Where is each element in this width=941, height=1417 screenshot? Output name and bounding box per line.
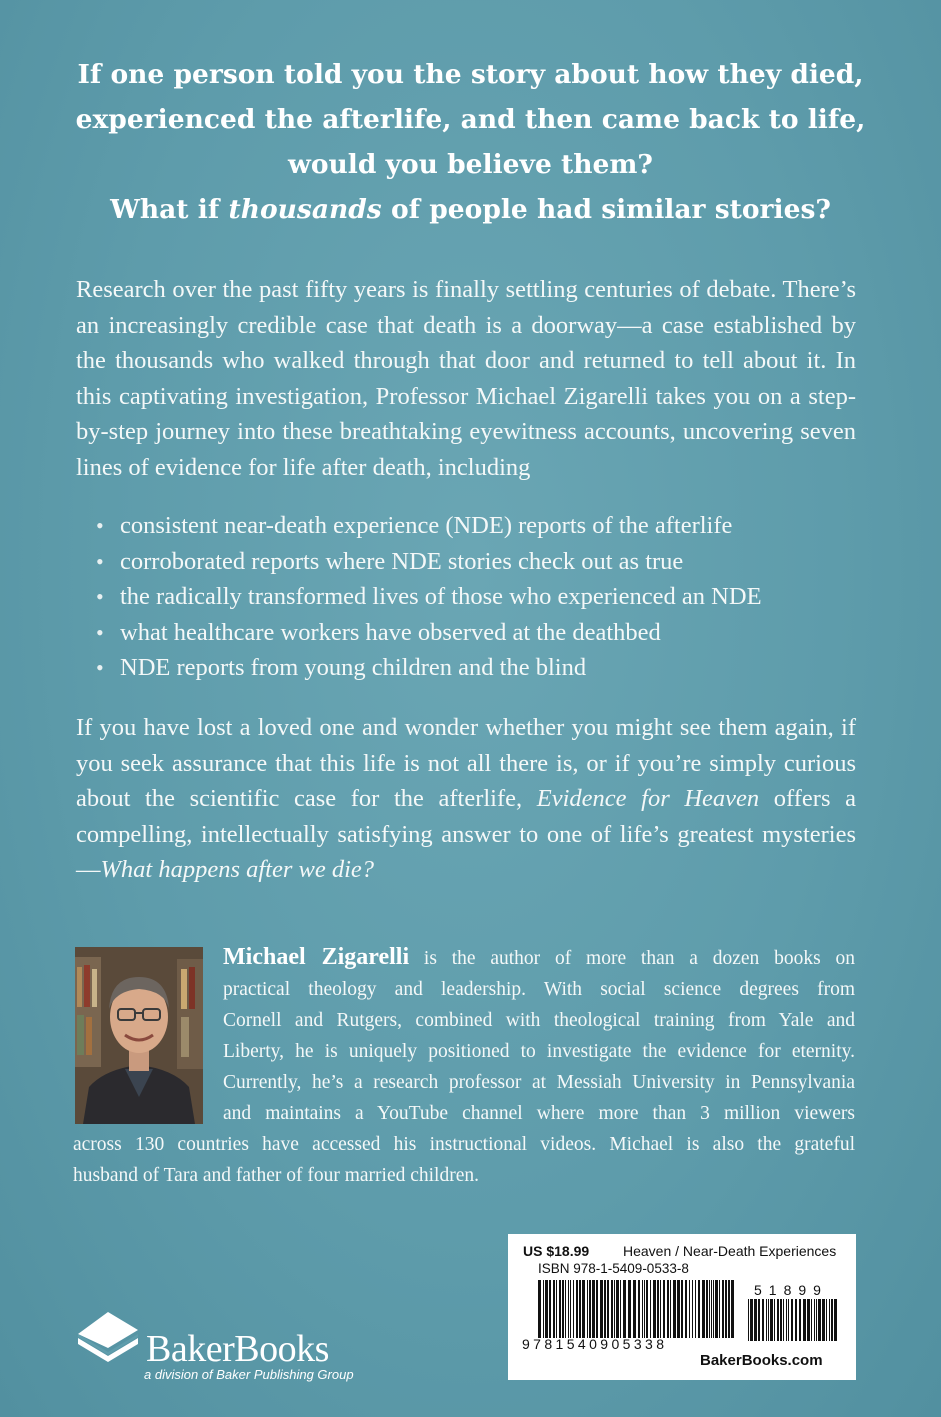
barcode-bar <box>543 1280 544 1338</box>
barcode-bar <box>698 1280 700 1338</box>
isbn: ISBN 978-1-5409-0533-8 <box>538 1261 689 1276</box>
list-item-text: consistent near-death experience (NDE) reports of the afterlife <box>120 512 733 539</box>
barcode-bar <box>681 1280 683 1338</box>
barcode-bar <box>758 1299 760 1341</box>
list-item <box>96 544 886 580</box>
website: BakerBooks.com <box>700 1352 823 1369</box>
bio-line-text: is the author of more than a dozen books on <box>409 948 855 969</box>
barcode-icon <box>538 1280 738 1338</box>
book-title: Evidence for Heaven <box>536 785 760 812</box>
barcode-bar <box>783 1299 784 1341</box>
barcode-bar <box>677 1280 680 1338</box>
para2-text-a: If you have lost a loved one and wonder whether you might see them again, if you seek assurance that this life is not all there is, or if you’re simply curious about the scientific case for the afterlife, <box>76 714 856 812</box>
barcode-bar <box>620 1280 621 1338</box>
barcode-bar <box>600 1280 603 1338</box>
headline-line-4 <box>60 187 881 232</box>
barcode-bar <box>722 1280 724 1338</box>
barcode-bar <box>573 1280 574 1338</box>
barcode-bar <box>695 1280 696 1338</box>
barcode-bar <box>831 1299 833 1341</box>
barcode-bar <box>713 1280 714 1338</box>
price: US $18.99 <box>523 1243 590 1259</box>
barcode-bar <box>692 1280 693 1338</box>
photo-spacer <box>73 942 223 1128</box>
barcode-bar <box>607 1280 609 1338</box>
bio-line: across 130 countries have accessed his instructional videos. Michael is also the grateful <box>73 1134 855 1155</box>
publisher-name: BakerBooks <box>146 1328 329 1370</box>
para2-text-b: offers a compelling, intellectually satisfying answer to one of life’s greatest mysteries— <box>76 785 856 883</box>
description-paragraph-2 <box>76 710 856 888</box>
barcode-bar <box>786 1299 787 1341</box>
barcode-bar <box>576 1280 578 1338</box>
barcode-bar <box>673 1280 676 1338</box>
barcode-bar <box>689 1280 690 1338</box>
barcode-bar <box>663 1280 665 1338</box>
headline-line-4-pre: What if <box>110 194 229 225</box>
addon-digits: 51899 <box>754 1282 828 1298</box>
bullet-icon: • <box>96 655 104 680</box>
barcode-bar <box>715 1280 718 1338</box>
barcode-bar <box>702 1280 705 1338</box>
barcode-bar <box>791 1299 793 1341</box>
list-item-text: the radically transformed lives of those who experienced an NDE <box>120 583 762 610</box>
barcode-bar <box>646 1280 648 1338</box>
barcode-bar <box>604 1280 606 1338</box>
barcode-bar <box>628 1280 631 1338</box>
list-item <box>96 508 886 544</box>
list-item <box>96 579 886 615</box>
headline-line-4-post: of people had similar stories? <box>381 194 831 225</box>
barcode-bar <box>719 1280 720 1338</box>
closing-question: What happens after we die? <box>100 856 375 883</box>
headline <box>60 52 881 232</box>
barcode-bar <box>811 1299 812 1341</box>
bio-line: Cornell and Rutgers, combined with theological training from Yale and <box>223 1010 855 1031</box>
barcode-bar <box>766 1299 767 1341</box>
barcode-bar <box>616 1280 619 1338</box>
barcode-bar <box>650 1280 651 1338</box>
barcode-bar <box>748 1299 749 1341</box>
barcode-bar <box>807 1299 810 1341</box>
barcode-bar <box>568 1280 569 1338</box>
bullet-icon: • <box>96 619 104 645</box>
barcode-bar <box>559 1280 561 1338</box>
bio-line: practical theology and leadership. With social science degrees from <box>223 979 855 1000</box>
bio-line: Liberty, he is uniquely positioned to investigate the evidence for eternity. <box>223 1041 855 1062</box>
publisher-logo <box>74 1300 374 1390</box>
barcode-bar <box>780 1299 782 1341</box>
barcode-bar <box>556 1280 557 1338</box>
barcode-bar <box>799 1299 801 1341</box>
barcode-bar <box>731 1280 734 1338</box>
headline-line-3: would you believe them? <box>288 149 653 180</box>
barcode-bar <box>816 1299 817 1341</box>
barcode-bar <box>822 1299 825 1341</box>
addon-barcode-icon <box>748 1299 840 1341</box>
barcode-bar <box>545 1280 548 1338</box>
headline-emphasis: thousands <box>228 194 382 225</box>
barcode-bar <box>711 1280 712 1338</box>
author-name: Michael Zigarelli <box>223 944 410 970</box>
barcode-bar <box>768 1299 769 1341</box>
barcode-bar <box>611 1280 613 1338</box>
barcode-bar <box>579 1280 581 1338</box>
barcode-bar <box>777 1299 779 1341</box>
bullet-icon: • <box>96 513 104 538</box>
description-paragraph-1: Research over the past fifty years is finally settling centuries of debate. There’s an increasingly credible case that death is a doorway—a case established by the thousands who walked through that door and returned to tell about it. In this captivating investigation, Professor Michael Zigarelli takes you on a step-by-step journey into these breathtaking eyewitness accounts, uncovering seven lines of evidence for life after death, including <box>76 276 856 481</box>
barcode-bar <box>589 1280 591 1338</box>
barcode-bar <box>667 1280 669 1338</box>
author-bio <box>73 942 855 1191</box>
evidence-list <box>96 508 886 686</box>
barcode-bar <box>750 1299 753 1341</box>
barcode-bar <box>614 1280 615 1338</box>
barcode-bar <box>834 1299 837 1341</box>
publisher-subtitle: a division of Baker Publishing Group <box>144 1367 354 1382</box>
barcode-bar <box>685 1280 687 1338</box>
list-item-text: what healthcare workers have observed at the deathbed <box>120 618 661 646</box>
barcode-bar <box>582 1280 585 1338</box>
headline-line-1: If one person told you the story about how they died, <box>77 59 864 90</box>
barcode-bar <box>633 1280 636 1338</box>
barcode-bar <box>818 1299 821 1341</box>
barcode-panel <box>508 1234 856 1380</box>
bio-line: Currently, he’s a research professor at Messiah University in Pennsylvania <box>223 1072 855 1093</box>
bio-line: husband of Tara and father of four married children. <box>73 1165 479 1186</box>
list-item-text: corroborated reports where NDE stories check out as true <box>120 547 684 575</box>
barcode-bar <box>562 1280 564 1338</box>
list-item-text: NDE reports from young children and the blind <box>120 654 587 681</box>
barcode-bar <box>803 1299 806 1341</box>
barcode-bar <box>570 1280 571 1338</box>
list-item <box>96 650 886 686</box>
barcode-bar <box>549 1280 551 1338</box>
barcode-bar <box>725 1280 727 1338</box>
barcode-bar <box>596 1280 598 1338</box>
barcode-bar <box>657 1280 659 1338</box>
barcode-bar <box>587 1280 588 1338</box>
list-item <box>96 615 886 651</box>
bio-line: and maintains a YouTube channel where more than 3 million viewers <box>223 1103 855 1124</box>
barcode-bar <box>709 1280 710 1338</box>
bullet-icon: • <box>96 584 104 609</box>
barcode-bar <box>623 1280 626 1338</box>
barcode-bar <box>670 1280 671 1338</box>
barcode-bar <box>788 1299 789 1341</box>
barcode-bar <box>762 1299 764 1341</box>
barcode-bar <box>814 1299 815 1341</box>
barcode-bar <box>706 1280 708 1338</box>
barcode-bar <box>642 1280 643 1338</box>
barcode-bar <box>829 1299 830 1341</box>
barcode-bar <box>754 1299 757 1341</box>
barcode-bar <box>592 1280 595 1338</box>
barcode-bar <box>638 1280 640 1338</box>
barcode-bar <box>553 1280 555 1338</box>
book-stack-icon <box>74 1304 144 1364</box>
barcode-bar <box>660 1280 661 1338</box>
barcode-bar <box>774 1299 775 1341</box>
bullet-icon: • <box>96 548 104 574</box>
barcode-bar <box>644 1280 645 1338</box>
ean-digits: 9781540905338 <box>522 1336 668 1352</box>
barcode-bar <box>565 1280 566 1338</box>
barcode-bar <box>770 1299 773 1341</box>
barcode-bar <box>728 1280 730 1338</box>
barcode-bar <box>795 1299 797 1341</box>
barcode-bar <box>538 1280 541 1338</box>
barcode-bar <box>653 1280 656 1338</box>
headline-line-2: experienced the afterlife, and then came back to life, <box>75 104 866 135</box>
category: Heaven / Near-Death Experiences <box>623 1243 837 1259</box>
barcode-bar <box>826 1299 827 1341</box>
